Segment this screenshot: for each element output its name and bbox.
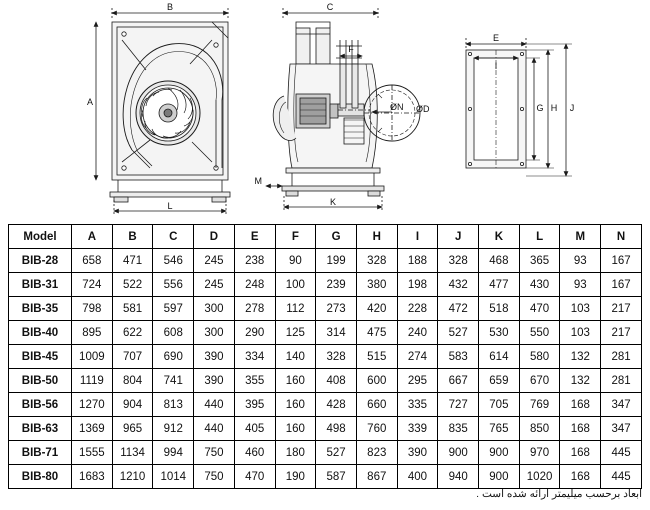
table-header-cell: J bbox=[438, 225, 479, 249]
table-cell: 245 bbox=[194, 249, 235, 273]
dim-label-OD: ØD bbox=[416, 104, 430, 114]
table-cell: 546 bbox=[153, 249, 194, 273]
table-header-cell: F bbox=[275, 225, 316, 249]
table-cell: 667 bbox=[438, 369, 479, 393]
table-cell: 583 bbox=[438, 345, 479, 369]
table-cell: 813 bbox=[153, 393, 194, 417]
table-row bbox=[9, 345, 642, 369]
table-cell: 707 bbox=[112, 345, 153, 369]
table-cell: 741 bbox=[153, 369, 194, 393]
table-cell: 900 bbox=[438, 441, 479, 465]
table-cell: 347 bbox=[601, 417, 642, 441]
table-cell: 168 bbox=[560, 393, 601, 417]
table-cell: 93 bbox=[560, 273, 601, 297]
table-cell: 515 bbox=[356, 345, 397, 369]
table-cell: 355 bbox=[234, 369, 275, 393]
table-cell: 527 bbox=[316, 441, 357, 465]
table-cell: 445 bbox=[601, 441, 642, 465]
dim-label-ON: ØN bbox=[390, 102, 404, 112]
table-header-cell: B bbox=[112, 225, 153, 249]
table-cell: 217 bbox=[601, 321, 642, 345]
table-cell: 970 bbox=[519, 441, 560, 465]
front-view-group bbox=[87, 2, 230, 216]
table-header-row bbox=[9, 225, 642, 249]
table-cell: 274 bbox=[397, 345, 438, 369]
table-cell: 867 bbox=[356, 465, 397, 489]
table-cell: 597 bbox=[153, 297, 194, 321]
table-cell: 300 bbox=[194, 297, 235, 321]
table-row bbox=[9, 465, 642, 489]
table-cell: 1014 bbox=[153, 465, 194, 489]
table-row bbox=[9, 417, 642, 441]
table-cell: 112 bbox=[275, 297, 316, 321]
table-cell: 290 bbox=[234, 321, 275, 345]
table-cell: 460 bbox=[234, 441, 275, 465]
table-cell: 804 bbox=[112, 369, 153, 393]
footnote: ابعاد برحسب میلیمتر ارائه شده است . bbox=[476, 488, 642, 500]
drawings-area bbox=[0, 0, 650, 222]
table-cell: 658 bbox=[72, 249, 113, 273]
table-cell: 248 bbox=[234, 273, 275, 297]
table-cell: 608 bbox=[153, 321, 194, 345]
table-row bbox=[9, 273, 642, 297]
table-cell: 430 bbox=[519, 273, 560, 297]
table-cell: 408 bbox=[316, 369, 357, 393]
table-cell: 445 bbox=[601, 465, 642, 489]
table-cell: 395 bbox=[234, 393, 275, 417]
table-cell: 428 bbox=[316, 393, 357, 417]
dim-label-F: F bbox=[348, 44, 354, 54]
table-cell: 850 bbox=[519, 417, 560, 441]
table-cell: 281 bbox=[601, 345, 642, 369]
table-cell: 1210 bbox=[112, 465, 153, 489]
table-cell: 835 bbox=[438, 417, 479, 441]
dim-label-C: C bbox=[326, 2, 334, 12]
table-cell: 347 bbox=[601, 393, 642, 417]
table-cell-model: BIB-56 bbox=[9, 393, 72, 417]
table-cell: 168 bbox=[560, 417, 601, 441]
table-cell: 472 bbox=[438, 297, 479, 321]
dim-label-H: H bbox=[550, 103, 558, 113]
table-cell: 240 bbox=[397, 321, 438, 345]
table-header-cell: Model bbox=[9, 225, 72, 249]
table-cell: 580 bbox=[519, 345, 560, 369]
table-cell: 765 bbox=[479, 417, 520, 441]
table-cell: 622 bbox=[112, 321, 153, 345]
table-cell-model: BIB-31 bbox=[9, 273, 72, 297]
dim-label-A: A bbox=[86, 97, 94, 107]
specification-table bbox=[8, 224, 642, 489]
table-cell: 168 bbox=[560, 441, 601, 465]
table-cell: 245 bbox=[194, 273, 235, 297]
table-cell: 470 bbox=[234, 465, 275, 489]
table-cell: 556 bbox=[153, 273, 194, 297]
table-cell: 440 bbox=[194, 417, 235, 441]
table-cell: 328 bbox=[438, 249, 479, 273]
table-cell: 769 bbox=[519, 393, 560, 417]
table-row bbox=[9, 441, 642, 465]
table-cell: 390 bbox=[397, 441, 438, 465]
table-cell: 440 bbox=[194, 393, 235, 417]
table-cell: 103 bbox=[560, 297, 601, 321]
table-cell: 994 bbox=[153, 441, 194, 465]
table-cell: 93 bbox=[560, 249, 601, 273]
table-row bbox=[9, 297, 642, 321]
table-header-cell: E bbox=[234, 225, 275, 249]
table-cell: 432 bbox=[438, 273, 479, 297]
side-view-group bbox=[255, 2, 431, 212]
table-cell: 1134 bbox=[112, 441, 153, 465]
table-cell: 750 bbox=[194, 465, 235, 489]
table-cell: 420 bbox=[356, 297, 397, 321]
table-cell: 217 bbox=[601, 297, 642, 321]
table-cell: 587 bbox=[316, 465, 357, 489]
dim-label-G: G bbox=[536, 103, 544, 113]
table-cell: 390 bbox=[194, 345, 235, 369]
table-cell: 328 bbox=[316, 345, 357, 369]
table-cell-model: BIB-71 bbox=[9, 441, 72, 465]
table-cell-model: BIB-35 bbox=[9, 297, 72, 321]
table-cell: 190 bbox=[275, 465, 316, 489]
table-cell: 278 bbox=[234, 297, 275, 321]
table-cell-model: BIB-28 bbox=[9, 249, 72, 273]
dim-label-J: J bbox=[569, 103, 575, 113]
table-cell: 238 bbox=[234, 249, 275, 273]
table-cell: 705 bbox=[479, 393, 520, 417]
outlet-view-group bbox=[466, 33, 574, 176]
table-cell: 380 bbox=[356, 273, 397, 297]
table-cell: 477 bbox=[479, 273, 520, 297]
table-cell: 125 bbox=[275, 321, 316, 345]
table-cell: 475 bbox=[356, 321, 397, 345]
table-header-cell: L bbox=[519, 225, 560, 249]
table-cell: 1009 bbox=[72, 345, 113, 369]
table-row bbox=[9, 249, 642, 273]
table-cell: 798 bbox=[72, 297, 113, 321]
table-cell: 160 bbox=[275, 369, 316, 393]
table-header-cell: I bbox=[397, 225, 438, 249]
table-header-cell: G bbox=[316, 225, 357, 249]
table-cell: 530 bbox=[479, 321, 520, 345]
table-cell: 198 bbox=[397, 273, 438, 297]
table-cell: 522 bbox=[112, 273, 153, 297]
table-cell: 132 bbox=[560, 345, 601, 369]
table-cell: 314 bbox=[316, 321, 357, 345]
table-cell: 400 bbox=[397, 465, 438, 489]
table-header-cell: K bbox=[479, 225, 520, 249]
table-cell: 100 bbox=[275, 273, 316, 297]
table-cell: 1119 bbox=[72, 369, 113, 393]
table-cell: 300 bbox=[194, 321, 235, 345]
table-cell: 470 bbox=[519, 297, 560, 321]
table-cell: 581 bbox=[112, 297, 153, 321]
table-cell: 90 bbox=[275, 249, 316, 273]
table-cell: 468 bbox=[479, 249, 520, 273]
table-header-cell: N bbox=[601, 225, 642, 249]
table-cell: 405 bbox=[234, 417, 275, 441]
table-cell: 167 bbox=[601, 249, 642, 273]
table-cell: 690 bbox=[153, 345, 194, 369]
table-cell: 823 bbox=[356, 441, 397, 465]
table-cell: 600 bbox=[356, 369, 397, 393]
table-cell: 750 bbox=[194, 441, 235, 465]
table-cell-model: BIB-63 bbox=[9, 417, 72, 441]
table-cell: 199 bbox=[316, 249, 357, 273]
table-cell: 727 bbox=[438, 393, 479, 417]
table-cell: 895 bbox=[72, 321, 113, 345]
table-cell: 518 bbox=[479, 297, 520, 321]
table-cell: 550 bbox=[519, 321, 560, 345]
table-cell: 160 bbox=[275, 393, 316, 417]
table-cell: 1270 bbox=[72, 393, 113, 417]
table-cell: 670 bbox=[519, 369, 560, 393]
table-cell: 1369 bbox=[72, 417, 113, 441]
dim-label-K: K bbox=[329, 197, 337, 207]
dim-label-L: L bbox=[167, 201, 173, 211]
table-cell: 965 bbox=[112, 417, 153, 441]
table-cell: 328 bbox=[356, 249, 397, 273]
table-cell: 168 bbox=[560, 465, 601, 489]
table-cell: 1020 bbox=[519, 465, 560, 489]
table-cell: 900 bbox=[479, 441, 520, 465]
table-cell: 228 bbox=[397, 297, 438, 321]
table-cell: 498 bbox=[316, 417, 357, 441]
table-row bbox=[9, 369, 642, 393]
table-cell: 940 bbox=[438, 465, 479, 489]
table-cell-model: BIB-80 bbox=[9, 465, 72, 489]
table-cell: 188 bbox=[397, 249, 438, 273]
table-row bbox=[9, 321, 642, 345]
table-cell: 724 bbox=[72, 273, 113, 297]
dim-label-I: I bbox=[494, 61, 498, 71]
table-cell: 140 bbox=[275, 345, 316, 369]
table-cell: 335 bbox=[397, 393, 438, 417]
table-cell: 659 bbox=[479, 369, 520, 393]
table-cell: 281 bbox=[601, 369, 642, 393]
dim-label-B: B bbox=[166, 2, 174, 12]
table-cell: 167 bbox=[601, 273, 642, 297]
table-cell: 239 bbox=[316, 273, 357, 297]
table-cell: 904 bbox=[112, 393, 153, 417]
table-cell: 471 bbox=[112, 249, 153, 273]
table-cell-model: BIB-40 bbox=[9, 321, 72, 345]
table-cell: 1683 bbox=[72, 465, 113, 489]
table-header-cell: C bbox=[153, 225, 194, 249]
table-cell: 160 bbox=[275, 417, 316, 441]
table-row bbox=[9, 393, 642, 417]
drawings-svg bbox=[0, 0, 650, 222]
table-cell: 295 bbox=[397, 369, 438, 393]
table-cell-model: BIB-45 bbox=[9, 345, 72, 369]
table-header-cell: H bbox=[356, 225, 397, 249]
table-cell: 390 bbox=[194, 369, 235, 393]
table-cell: 900 bbox=[479, 465, 520, 489]
table-cell-model: BIB-50 bbox=[9, 369, 72, 393]
table-cell: 912 bbox=[153, 417, 194, 441]
table-header-cell: D bbox=[194, 225, 235, 249]
table-cell: 760 bbox=[356, 417, 397, 441]
table-cell: 132 bbox=[560, 369, 601, 393]
table-header-cell: M bbox=[560, 225, 601, 249]
table-cell: 273 bbox=[316, 297, 357, 321]
table-cell: 660 bbox=[356, 393, 397, 417]
specification-table-wrap bbox=[8, 224, 642, 489]
table-cell: 527 bbox=[438, 321, 479, 345]
table-cell: 103 bbox=[560, 321, 601, 345]
table-cell: 334 bbox=[234, 345, 275, 369]
dim-label-M: M bbox=[254, 176, 262, 186]
table-cell: 614 bbox=[479, 345, 520, 369]
table-cell: 365 bbox=[519, 249, 560, 273]
table-cell: 180 bbox=[275, 441, 316, 465]
dim-label-E: E bbox=[492, 33, 500, 43]
table-cell: 339 bbox=[397, 417, 438, 441]
table-header-cell: A bbox=[72, 225, 113, 249]
table-cell: 1555 bbox=[72, 441, 113, 465]
